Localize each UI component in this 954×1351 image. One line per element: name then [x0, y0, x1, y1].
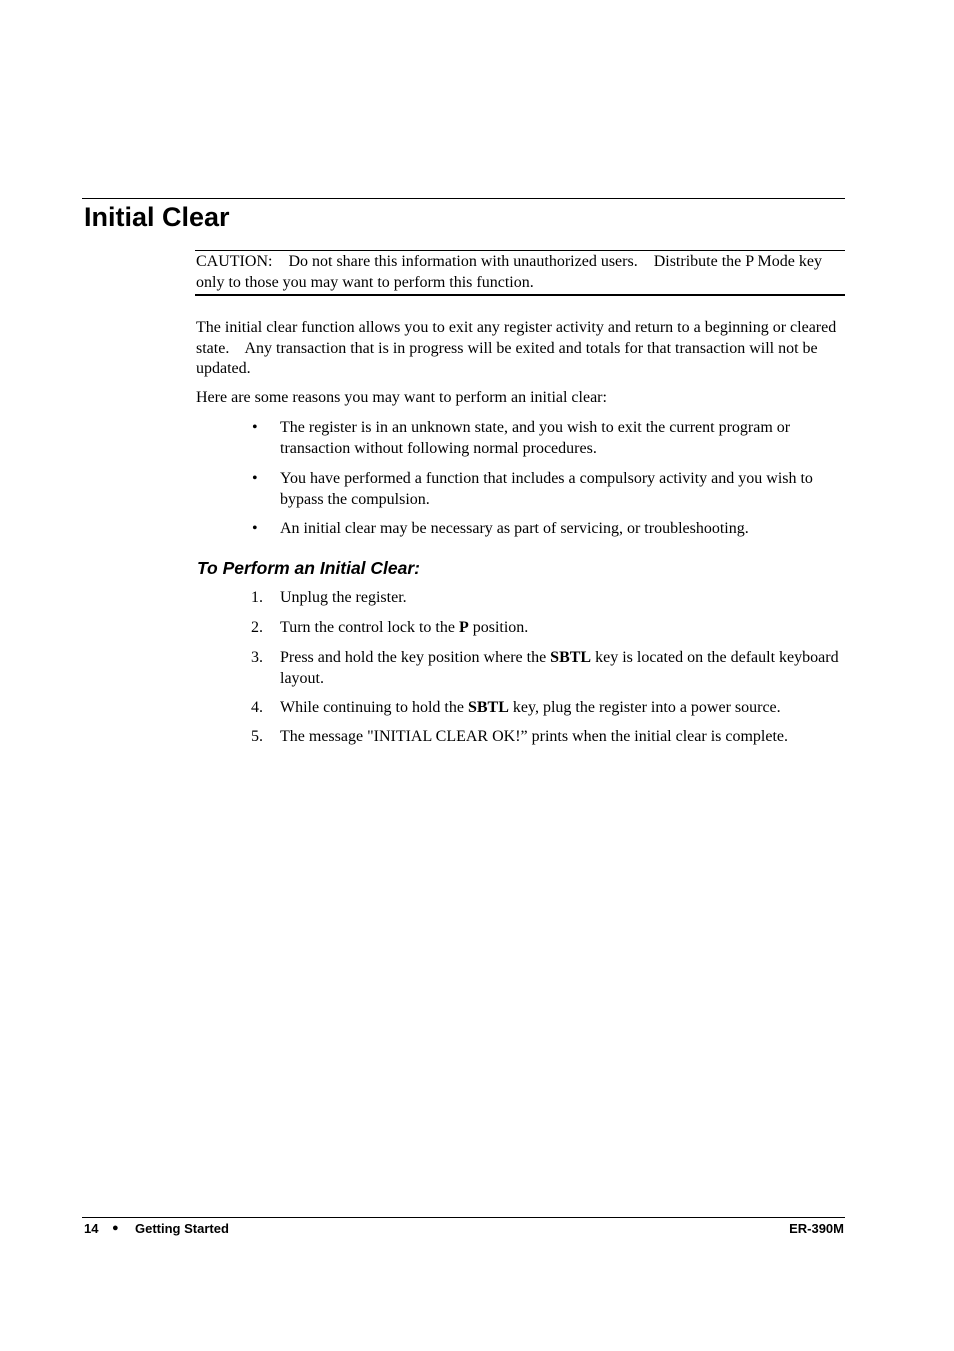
step-text-end: key is located on the default keyboard layout.	[280, 649, 839, 687]
footer-rule	[82, 1217, 845, 1218]
list-item	[252, 519, 845, 540]
page-number: 14	[84, 1221, 99, 1236]
step-number: 5.	[251, 728, 263, 745]
procedure-step	[251, 698, 845, 719]
step-text: While continuing to hold the	[280, 699, 468, 716]
caution-top-rule	[195, 250, 845, 251]
step-key: SBTL	[467, 699, 509, 716]
step-text-end: position.	[468, 619, 529, 636]
step-text: The message "INITIAL CLEAR OK!” prints when the initial clear is complete.	[280, 728, 789, 745]
step-number: 1.	[251, 589, 263, 606]
intro-paragraph: The initial clear function allows you to exit any register activity and return to a beginning or cleared state. Any transaction that is in progress will be exited and totals for that transaction will not be updated.	[196, 319, 841, 377]
footer-model-name: ER-390M	[789, 1221, 844, 1236]
footer-bullet-icon: ●	[112, 1222, 119, 1234]
procedure-heading: To Perform an Initial Clear:	[197, 558, 421, 578]
step-number: 4.	[251, 699, 263, 716]
procedure-step	[251, 727, 845, 748]
step-key: SBTL	[550, 649, 592, 666]
step-text-end: key, plug the register into a power source.	[508, 699, 781, 716]
procedure-step	[251, 618, 845, 639]
step-text: Unplug the register.	[280, 589, 407, 606]
step-text: Turn the control lock to the	[280, 619, 459, 636]
bullet-icon: •	[252, 470, 258, 487]
procedure-step	[251, 588, 845, 609]
list-item-text: You have performed a function that includes a compulsory activity and you wish to bypass the compulsion.	[280, 470, 813, 508]
procedure-step	[251, 648, 845, 689]
step-key: P	[458, 619, 469, 636]
footer-section-title: Getting Started	[135, 1221, 229, 1236]
step-number: 3.	[251, 649, 263, 666]
caution-note: CAUTION: Do not share this information with unauthorized users. Distribute the P Mode key only to those you may want to perform this function.	[196, 253, 826, 291]
bullet-icon: •	[252, 520, 258, 537]
list-item-text: The register is in an unknown state, and you wish to exit the current program or transaction without following normal procedures.	[280, 419, 791, 457]
step-number: 2.	[251, 619, 263, 636]
bullet-icon: •	[252, 419, 258, 436]
caution-bottom-rule	[195, 294, 845, 296]
list-item-text: An initial clear may be necessary as part of servicing, or troubleshooting.	[280, 520, 749, 537]
page-title: Initial Clear	[84, 202, 230, 232]
list-item	[252, 469, 845, 510]
reasons-lead: Here are some reasons you may want to perform an initial clear:	[196, 389, 607, 406]
list-item	[252, 418, 845, 459]
step-text: Press and hold the key position where the	[280, 649, 551, 666]
